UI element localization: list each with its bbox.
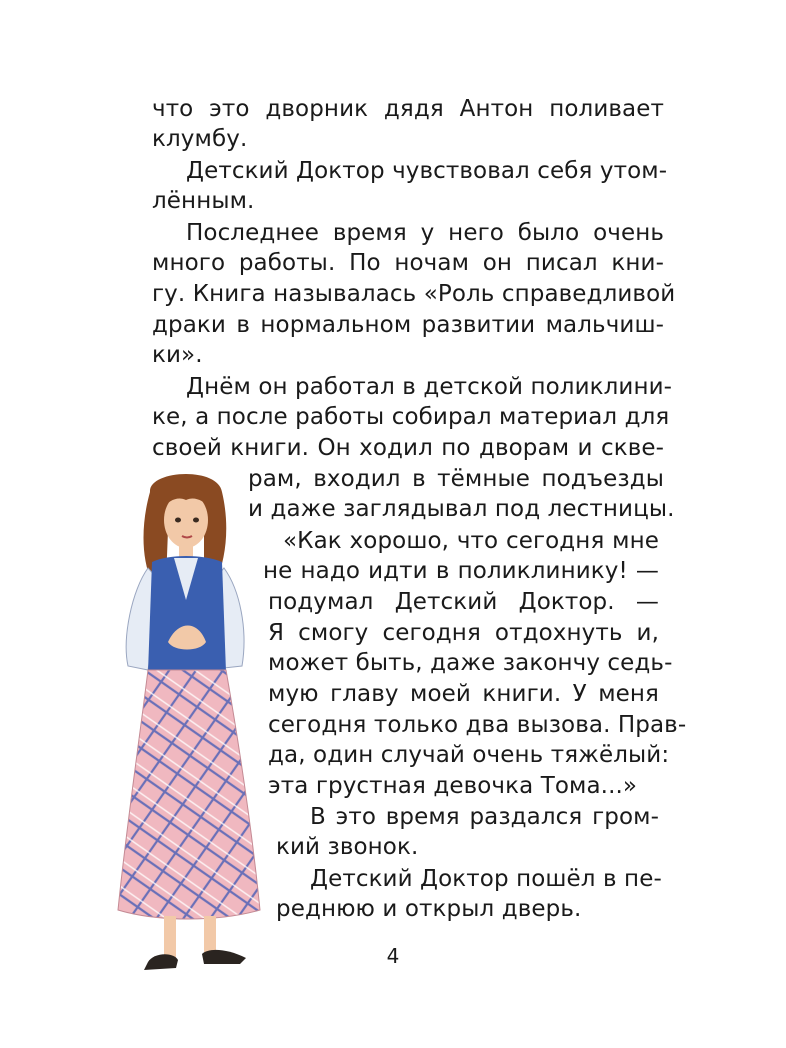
text-line: кий звонок. bbox=[276, 834, 419, 860]
text-line: лённым. bbox=[152, 188, 255, 214]
text-line: Днём он работал в детской поликлини- bbox=[186, 374, 673, 400]
text-line: ке, а после работы собирал материал для bbox=[152, 404, 670, 430]
text-line: Последнее время у него было очень bbox=[186, 220, 664, 246]
text-line: сегодня только два вызова. Прав- bbox=[268, 712, 687, 738]
text-line: ки». bbox=[152, 342, 203, 368]
page-number: 4 bbox=[386, 944, 400, 968]
text-line: мую главу моей книги. У меня bbox=[268, 681, 659, 707]
text-line: много работы. По ночам он писал кни- bbox=[152, 250, 664, 276]
text-line: драки в нормальном развитии мальчиш- bbox=[152, 312, 664, 338]
girl-in-plaid-skirt-illustration bbox=[108, 470, 268, 980]
text-line: эта грустная девочка Тома...» bbox=[268, 773, 638, 799]
text-line: да, один случай очень тяжёлый: bbox=[268, 742, 670, 768]
text-line: может быть, даже закончу седь- bbox=[268, 650, 673, 676]
text-line: своей книги. Он ходил по дворам и скве- bbox=[152, 435, 664, 461]
text-line: Детский Доктор чувствовал себя утом- bbox=[186, 158, 668, 184]
text-line: Я смогу сегодня отдохнуть и, bbox=[268, 620, 659, 646]
text-line: подумал Детский Доктор. — bbox=[268, 589, 659, 615]
text-line: не надо идти в поликлинику! — bbox=[263, 558, 659, 584]
text-line: гу. Книга называлась «Роль справедливой bbox=[152, 281, 676, 307]
text-line: Детский Доктор пошёл в пе- bbox=[310, 866, 662, 892]
text-line: «Как хорошо, что сегодня мне bbox=[283, 528, 659, 554]
text-line: рам, входил в тёмные подъезды bbox=[248, 466, 664, 492]
text-line: В это время раздался гром- bbox=[310, 804, 659, 830]
text-line: и даже заглядывал под лестницы. bbox=[248, 496, 675, 522]
text-line: клумбу. bbox=[152, 126, 248, 152]
text-line: что это дворник дядя Антон поливает bbox=[152, 96, 664, 122]
text-line: реднюю и открыл дверь. bbox=[276, 896, 582, 922]
